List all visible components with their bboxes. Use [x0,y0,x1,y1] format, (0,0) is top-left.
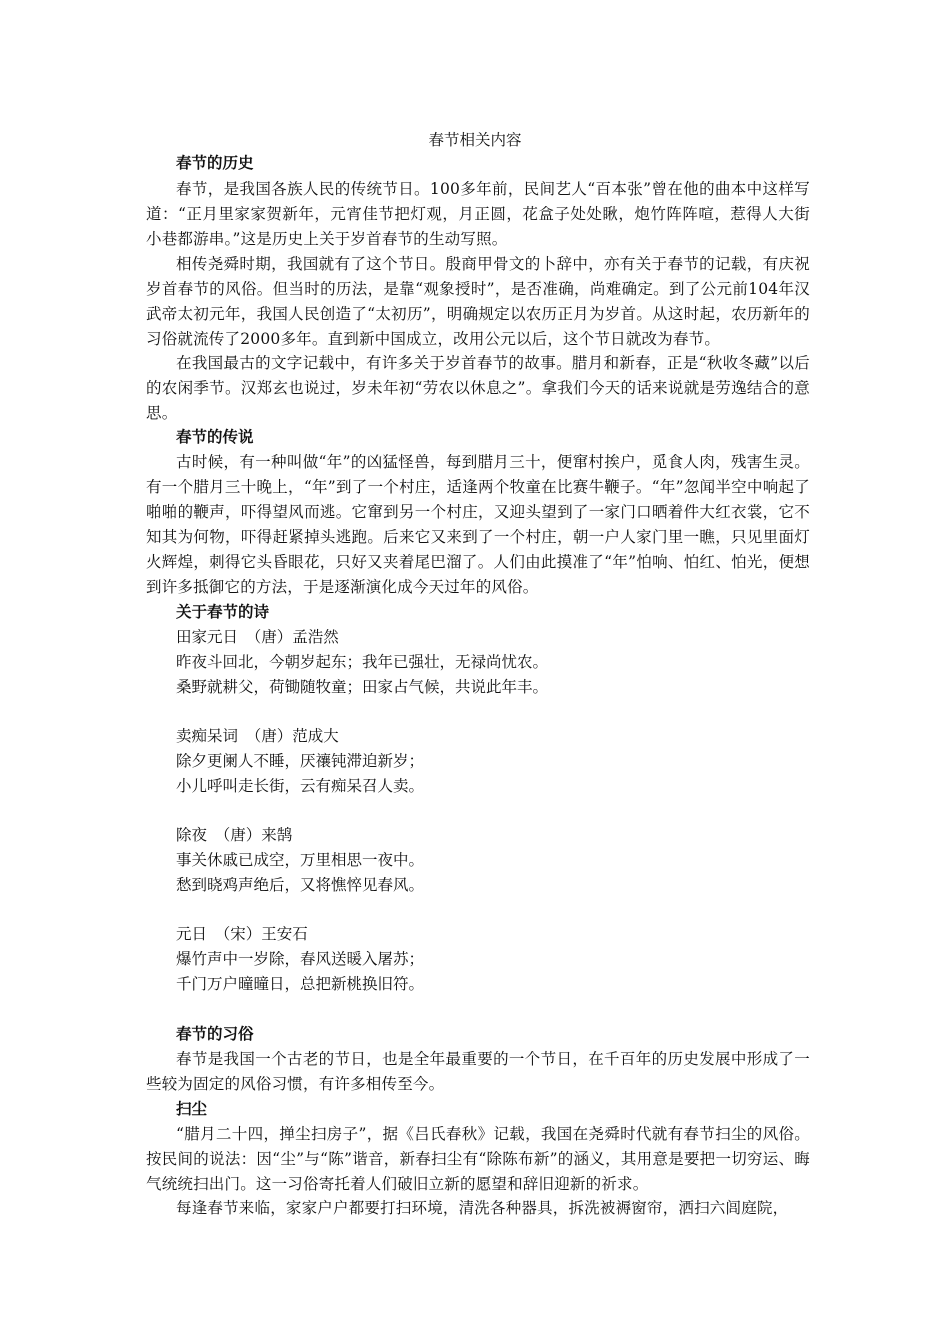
poem-line: 爆竹声中一岁除，春风送暖入屠苏； [176,950,425,968]
section-heading-sweeping: 扫尘 [176,1099,208,1118]
sweeping-paragraph-2: 每逢春节来临，家家户户都要打扫环境，清洗各种器具，拆洗被褥窗帘，洒扫六闾庭院， [176,1199,789,1217]
poem-line: 除夕更阑人不睡，厌禳钝滞迫新岁； [176,752,425,770]
poem-title: 除夜 （唐）来鹄 [176,826,293,844]
section-heading-customs: 春节的习俗 [176,1024,254,1043]
poem-line: 事关休戚已成空，万里相思一夜中。 [176,851,425,869]
legend-paragraph: 古时候，有一种叫做“年”的凶猛怪兽，每到腊月三十，便窜村挨户，觅食人肉，残害生灵。有一个腊月三十晚上，“年”到了一个村庄，适逢两个牧童在比赛牛鞭子。“年”忽闻半空中响起了啪啪的鞭声，吓得望风而逃。它窜到另一个村庄，又迎头望到了一家门口晒着件大红衣裳，它不知其为何物，吓得赶紧掉头逃跑。后来它又来到了一个村庄，朝一户人家门里一瞧，只见里面灯火辉煌，刺得它头昏眼花，只好又夹着尾巴溜了。人们由此摸准了“年”怕响、怕红、怕光，便想到许多抵御它的方法，于是逐渐演化成今天过年的风俗。 [146,453,810,596]
section-heading-legend: 春节的传说 [176,427,254,446]
poem-title: 田家元日 （唐）孟浩然 [176,628,339,646]
poem-title: 元日 （宋）王安石 [176,925,308,943]
history-paragraph-3: 在我国最古的文字记载中，有许多关于岁首春节的故事。腊月和新春，正是“秋收冬藏”以后的农闲季节。汉郑玄也说过，岁未年初“劳农以休息之”。拿我们今天的话来说就是劳逸结合的意思。 [146,354,810,422]
poem-line: 千门万户曈曈日，总把新桃换旧符。 [176,975,425,993]
document-title: 春节相关内容 [428,131,522,149]
poem-line: 桑野就耕父，荷锄随牧童；田家占气候，共说此年丰。 [176,678,549,696]
section-heading-history: 春节的历史 [176,153,254,172]
history-paragraph-1: 春节，是我国各族人民的传统节日。100多年前，民间艺人“百本张”曾在他的曲本中这样写道：“正月里家家贺新年，元宵佳节把灯观，月正圆，花盒子处处瞅，炮竹阵阵喧，惹得人大街小巷都游串。”这是历史上关于岁首春节的生动写照。 [146,180,810,248]
poem-line: 小儿呼叫走长街，云有痴呆召人卖。 [176,777,425,795]
section-heading-poems: 关于春节的诗 [176,602,270,621]
poem-line: 愁到晓鸡声绝后，又将憔悴见春风。 [176,876,425,894]
poem-title: 卖痴呆词 （唐）范成大 [176,727,339,745]
poem-line: 昨夜斗回北，今朝岁起东；我年已强壮，无禄尚忧农。 [176,653,549,671]
history-paragraph-2: 相传尧舜时期，我国就有了这个节日。殷商甲骨文的卜辞中，亦有关于春节的记载，有庆祝岁首春节的风俗。但当时的历法，是靠“观象授时”，是否准确，尚难确定。到了公元前104年汉武帝太初元年，我国人民创造了“太初历”，明确规定以农历正月为岁首。从这时起，农历新年的习俗就流传了2000多年。直到新中国成立，改用公元以后，这个节日就改为春节。 [146,255,810,348]
sweeping-paragraph-1: “腊月二十四，掸尘扫房子”，据《吕氏春秋》记载，我国在尧舜时代就有春节扫尘的风俗。按民间的说法：因“尘”与“陈”谐音，新春扫尘有“除陈布新”的涵义，其用意是要把一切穷运、晦气统统扫出门。这一习俗寄托着人们破旧立新的愿望和辞旧迎新的祈求。 [146,1125,810,1193]
customs-paragraph: 春节是我国一个古老的节日，也是全年最重要的一个节日，在千百年的历史发展中形成了一些较为固定的风俗习惯，有许多相传至今。 [146,1050,810,1093]
